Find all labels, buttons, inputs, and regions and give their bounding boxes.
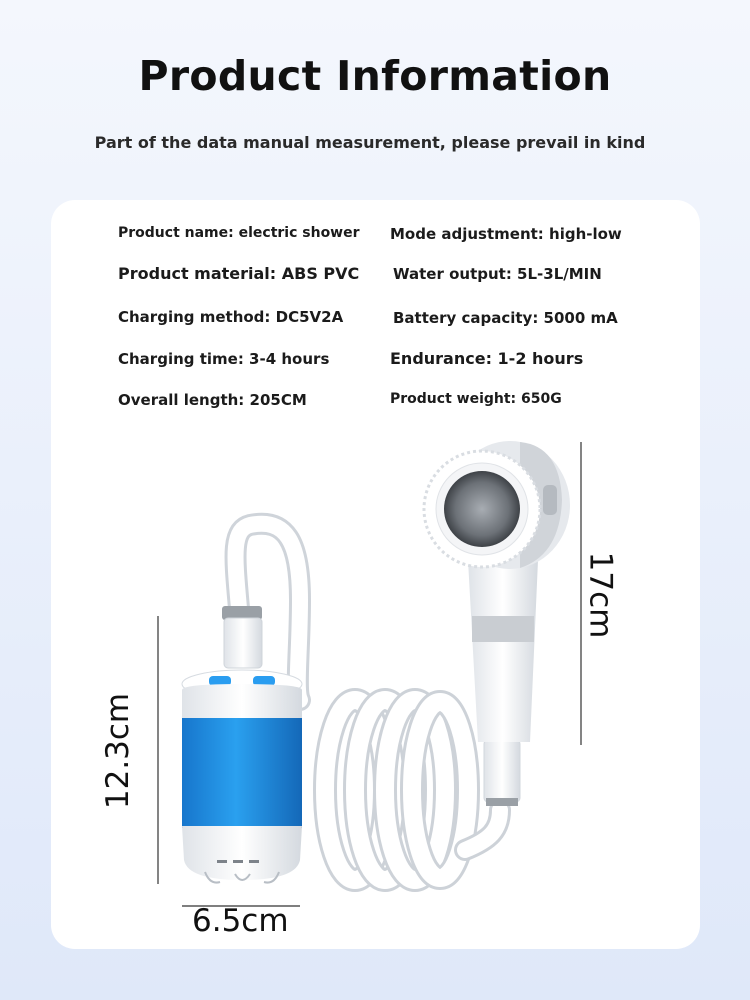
spec-endurance: Endurance: 1-2 hours [390, 349, 584, 368]
spec-water-output: Water output: 5L-3L/MIN [393, 265, 602, 283]
spec-charging-time: Charging time: 3-4 hours [118, 350, 330, 368]
spec-charging-method: Charging method: DC5V2A [118, 308, 344, 326]
page-title: Product Information [138, 52, 612, 100]
spec-product-weight: Product weight: 650G [390, 391, 562, 407]
spec-product-name: Product name: electric shower [118, 225, 360, 241]
spec-mode-adjustment: Mode adjustment: high-low [390, 225, 622, 243]
spec-battery-capacity: Battery capacity: 5000 mA [393, 309, 618, 327]
pump-body [182, 670, 302, 883]
spec-product-material: Product material: ABS PVC [118, 264, 360, 283]
hose-coil [325, 700, 500, 880]
page-subtitle: Part of the data manual measurement, please prevail in kind [94, 133, 646, 152]
pump-connector [222, 606, 262, 668]
pump-height-label: 12.3cm [100, 692, 137, 810]
spec-overall-length: Overall length: 205CM [118, 391, 307, 409]
head-height-label: 17cm [582, 551, 619, 639]
pump-width-label: 6.5cm [192, 903, 289, 939]
